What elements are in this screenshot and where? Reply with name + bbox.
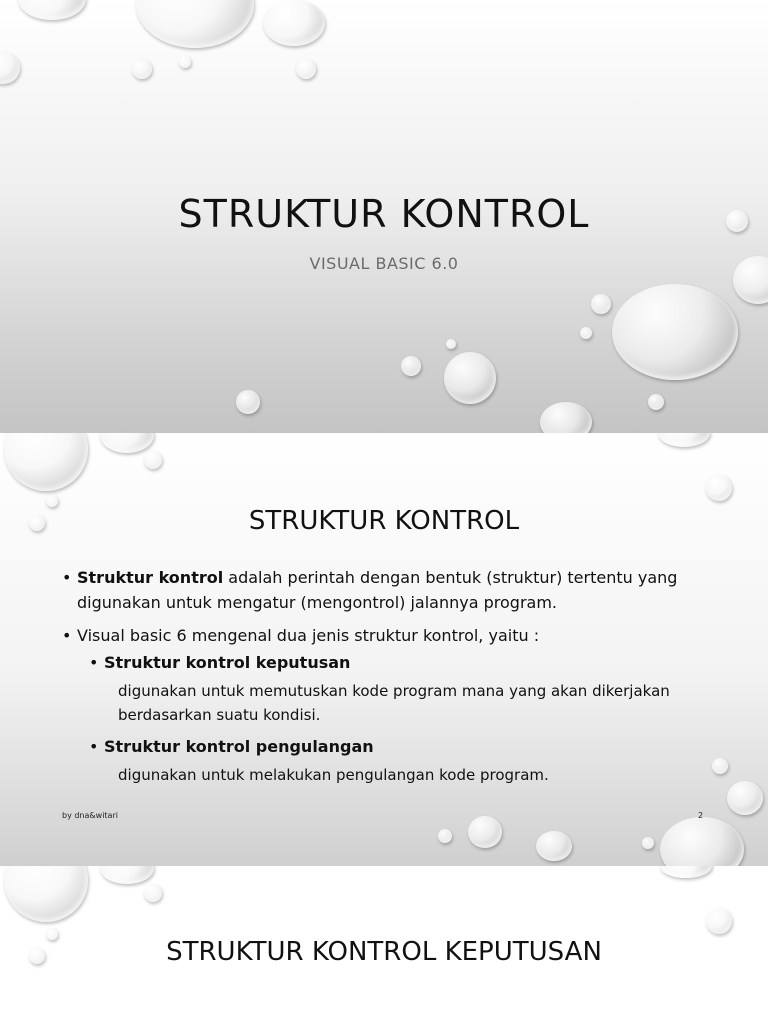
water-drop xyxy=(136,0,254,48)
bullet-text: adalah perintah dengan bentuk (struktur) tertentu yang digunakan untuk mengatur (mengontrol) jalannya program. xyxy=(77,568,678,612)
water-drop xyxy=(706,908,732,934)
sub-bullet-description: digunakan untuk memutuskan kode program mana yang akan dikerjakan berdasarkan suatu kondisi. xyxy=(118,682,670,724)
water-drop xyxy=(144,451,162,469)
water-drop xyxy=(179,56,191,68)
water-drop xyxy=(642,837,654,849)
water-drop xyxy=(236,390,260,414)
water-drop xyxy=(648,394,664,410)
water-drop xyxy=(660,866,712,878)
water-drop xyxy=(580,327,592,339)
water-drop xyxy=(660,817,744,866)
sub-bullet-title: • Struktur kontrol pengulangan xyxy=(62,734,722,759)
water-drop xyxy=(100,866,154,884)
water-drop xyxy=(4,433,88,491)
slide-1 xyxy=(0,0,768,433)
slide-2 xyxy=(0,433,768,866)
sub-bullet-title: • Struktur kontrol keputusan xyxy=(62,650,722,675)
water-drop xyxy=(144,884,162,902)
sub-bullet-description: digunakan untuk melakukan pengulangan kode program. xyxy=(118,766,549,784)
water-drop xyxy=(658,433,710,447)
slide-title: STRUKTUR KONTROL xyxy=(248,506,520,536)
slide-content xyxy=(62,565,722,787)
water-drop xyxy=(263,0,325,46)
water-drop xyxy=(132,59,152,79)
footer-author: by dna&witari xyxy=(62,811,118,820)
water-drop xyxy=(296,59,316,79)
slide-title: STRUKTUR KONTROL KEPUTUSAN xyxy=(166,937,602,967)
water-drop xyxy=(706,475,732,501)
water-drop xyxy=(540,402,592,433)
water-drop xyxy=(100,433,154,453)
water-drop xyxy=(591,294,611,314)
presentation-subtitle: VISUAL BASIC 6.0 xyxy=(309,254,459,273)
water-drop xyxy=(727,781,763,815)
presentation-title: STRUKTUR KONTROL xyxy=(178,192,590,236)
water-drop xyxy=(444,352,496,404)
water-drop xyxy=(438,829,452,843)
bullet-item xyxy=(62,565,722,615)
bullet-item: • Visual basic 6 mengenal dua jenis struktur kontrol, yaitu : xyxy=(62,623,722,648)
water-drop xyxy=(612,284,738,380)
water-drop xyxy=(536,831,572,861)
water-drop xyxy=(0,52,20,84)
water-drop xyxy=(446,339,456,349)
water-drop xyxy=(4,866,88,922)
slide-3 xyxy=(0,866,768,1024)
bullet-term: Struktur kontrol xyxy=(77,568,224,587)
water-drop xyxy=(18,0,86,20)
page-number: 2 xyxy=(698,811,704,820)
water-drop xyxy=(401,356,421,376)
water-drop xyxy=(468,816,502,848)
